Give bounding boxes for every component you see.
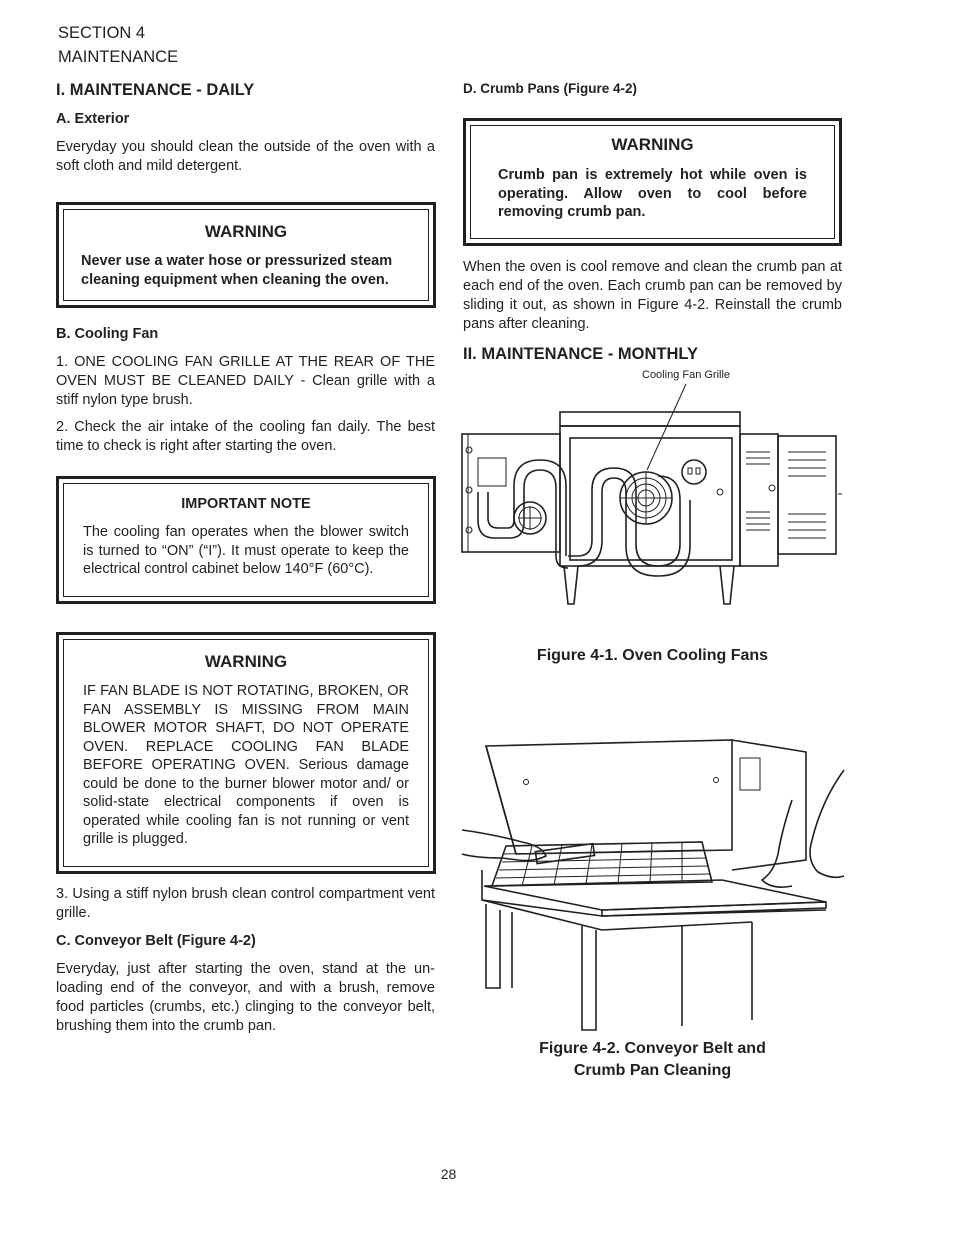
cooling-fan-item-2: 2. Check the air intake of the cooling fan daily. The best time to check is right after starting the oven. bbox=[56, 419, 435, 454]
daily-heading: I. MAINTENANCE - DAILY bbox=[56, 81, 255, 99]
cooling-fan-heading: B. Cooling Fan bbox=[56, 326, 159, 342]
monthly-heading: II. MAINTENANCE - MONTHLY bbox=[463, 345, 698, 363]
warning-text: IF FAN BLADE IS NOT ROTATING, BROKEN, OR FAN ASSEMBLY IS MISSING FROM MAIN BLOWER MOTOR SHAFT, DO NOT OPERATE OVEN. REPLACE COOLING FAN BLADE BEFORE OPERATING OVEN. Serious damage could be done to the burner blower motor and/ or solid-state electrical components if oven is operated while cooling fan is not running or vent grille is plugged. bbox=[83, 683, 409, 847]
warning-title: WARNING bbox=[204, 222, 288, 241]
conveyor-heading: C. Conveyor Belt (Figure 4-2) bbox=[56, 933, 256, 949]
warning-text: Crumb pan is extremely hot while oven is operating. Allow oven to cool before removing crumb pan. bbox=[498, 167, 807, 220]
figure-conveyor-belt-cleaning bbox=[462, 730, 844, 1030]
exterior-heading: A. Exterior bbox=[56, 111, 130, 127]
important-note-box bbox=[56, 476, 436, 604]
figure-2-caption-line-2: Crumb Pan Cleaning bbox=[573, 1062, 732, 1079]
exterior-text: Everyday you should clean the outside of the oven with a soft cloth and mild detergent. bbox=[56, 139, 435, 174]
warning-box-crumb-pan bbox=[463, 118, 842, 246]
conveyor-text: Everyday, just after starting the oven, stand at the un-loading end of the conveyor, and with a brush, remove food particles (crumbs, etc.) clinging to the conveyor belt, brushing them into the crumb pan. bbox=[56, 961, 435, 1034]
cooling-fan-item-1: 1. ONE COOLING FAN GRILLE AT THE REAR OF THE OVEN MUST BE CLEANED DAILY - Clean grille with a stiff nylon type brush. bbox=[56, 354, 435, 408]
conveyor-grid bbox=[496, 842, 710, 886]
crumb-pans-heading: D. Crumb Pans (Figure 4-2) bbox=[463, 81, 638, 96]
note-text: The cooling fan operates when the blower switch is turned to “ON” (“I”). It must operate to keep the electrical control cabinet below 140°F (60°C). bbox=[83, 524, 409, 577]
warning-text: Never use a water hose or pressurized steam cleaning equipment when cleaning the oven. bbox=[81, 253, 393, 288]
warning-box-water bbox=[56, 202, 436, 308]
page-number: 28 bbox=[440, 1166, 457, 1182]
warning-title: WARNING bbox=[204, 652, 288, 671]
figure-2-caption-line-1: Figure 4-2. Conveyor Belt and bbox=[539, 1040, 766, 1057]
item-3-text: 3. Using a stiff nylon brush clean control compartment vent grille. bbox=[56, 886, 435, 921]
warning-title: WARNING bbox=[611, 135, 694, 154]
cooling-fan-grille-callout: Cooling Fan Grille bbox=[642, 369, 731, 381]
figure-oven-cooling-fans bbox=[458, 380, 844, 610]
figure-1-caption: Figure 4-1. Oven Cooling Fans bbox=[536, 647, 769, 664]
crumb-pans-text: When the oven is cool remove and clean the crumb pan at each end of the oven. Each crumb pan can be removed by sliding it out, as shown in Figure 4-2. Reinstall the crumb pans after cleaning. bbox=[463, 259, 842, 332]
note-title: IMPORTANT NOTE bbox=[181, 496, 311, 512]
warning-box-fan-blade bbox=[56, 632, 436, 874]
section-label: SECTION 4 bbox=[58, 24, 146, 42]
page-title: MAINTENANCE bbox=[58, 48, 179, 66]
